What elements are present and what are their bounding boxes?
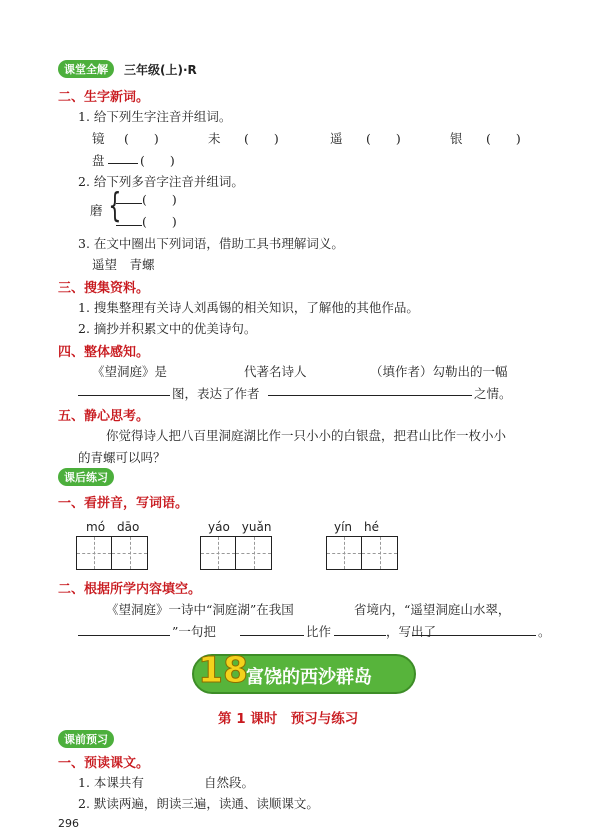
section-title: 五、静心思考。 xyxy=(58,409,150,424)
fill-text: 《望洞庭》是 xyxy=(92,364,168,379)
answer-paren[interactable]: ( ) xyxy=(366,131,401,146)
lesson-number: 18 xyxy=(198,650,249,691)
answer-blank[interactable] xyxy=(108,152,138,164)
lesson-subtitle: 第 1 课时 预习与练习 xyxy=(218,711,359,727)
instruction-text: 2. 摘抄并积累文中的优美诗句。 xyxy=(78,321,257,336)
pinyin-label: mó dāo xyxy=(86,520,140,534)
char-yao: 遥 xyxy=(330,131,343,146)
answer-paren[interactable]: ( ) xyxy=(244,131,279,146)
writing-grid[interactable] xyxy=(200,536,272,570)
section-title: 一、预读课文。 xyxy=(58,756,150,771)
section-badge: 课堂全解 xyxy=(58,60,114,78)
char-pan: 盘 xyxy=(92,153,105,168)
question-text: 3. 在文中圈出下列词语，借助工具书理解词义。 xyxy=(78,236,344,251)
char-mo: 磨 xyxy=(90,203,103,218)
fill-text: （填作者）勾勒出的一幅 xyxy=(370,364,508,379)
section-title: 二、根据所学内容填空。 xyxy=(58,582,202,597)
fill-text: ”一句把 xyxy=(172,624,216,639)
section-badge: 课后练习 xyxy=(58,468,114,486)
answer-paren[interactable]: ( ) xyxy=(142,214,177,229)
lesson-title: 富饶的西沙群岛 xyxy=(246,667,372,688)
section-title: 三、搜集资料。 xyxy=(58,281,150,296)
fill-text: 比作 xyxy=(306,624,332,639)
answer-blank[interactable] xyxy=(78,624,170,636)
question-text: 1. 给下列生字注音并组词。 xyxy=(78,109,232,124)
word-list: 遥望 青螺 xyxy=(92,257,155,272)
char-jing: 镜 xyxy=(92,131,105,146)
fill-text: 省境内，“遥望洞庭山水翠， xyxy=(354,602,511,617)
answer-paren[interactable]: ( ) xyxy=(486,131,521,146)
fill-text: ，写出了 xyxy=(386,624,437,639)
question-text: 2. 给下列多音字注音并组词。 xyxy=(78,174,244,189)
brace-icon: { xyxy=(108,186,122,226)
fill-text: 自然段。 xyxy=(204,775,255,790)
answer-blank[interactable] xyxy=(268,384,472,396)
writing-grid[interactable] xyxy=(326,536,398,570)
instruction-text: 2. 默读两遍，朗读三遍，读通、读顺课文。 xyxy=(78,796,319,811)
answer-blank[interactable] xyxy=(116,214,142,226)
fill-text: 《望洞庭》一诗中“洞庭湖”在我国 xyxy=(106,602,294,617)
answer-paren[interactable]: ( ) xyxy=(124,131,159,146)
fill-text: 代著名诗人 xyxy=(244,364,307,379)
answer-blank[interactable] xyxy=(78,384,170,396)
instruction-text: 1. 搜集整理有关诗人刘禹锡的相关知识，了解他的其他作品。 xyxy=(78,300,419,315)
question-text: 的青螺可以吗？ xyxy=(78,450,166,465)
fill-text: 1. 本课共有 xyxy=(78,775,144,790)
answer-blank[interactable] xyxy=(240,624,304,636)
char-wei: 未 xyxy=(208,131,221,146)
section-title: 四、整体感知。 xyxy=(58,345,150,360)
pinyin-label: yáo yuǎn xyxy=(208,520,272,534)
page-number: 296 xyxy=(58,817,79,830)
answer-blank[interactable] xyxy=(412,624,536,636)
section-title: 二、生字新词。 xyxy=(58,90,150,105)
grade-label: 三年级(上)·R xyxy=(124,63,197,77)
pinyin-label: yín hé xyxy=(334,520,380,534)
answer-blank[interactable] xyxy=(334,624,386,636)
answer-blank[interactable] xyxy=(116,192,142,204)
question-text: 你觉得诗人把八百里洞庭湖比作一只小小的白银盘，把君山比作一枚小小 xyxy=(106,428,507,443)
char-yin: 银 xyxy=(450,131,463,146)
fill-text: 。 xyxy=(538,624,551,639)
answer-paren[interactable]: ( ) xyxy=(142,192,177,207)
section-title: 一、看拼音，写词语。 xyxy=(58,496,189,511)
answer-paren[interactable]: ( ) xyxy=(140,153,175,168)
fill-text: 图，表达了作者 xyxy=(172,386,260,401)
writing-grid[interactable] xyxy=(76,536,148,570)
section-badge: 课前预习 xyxy=(58,730,114,748)
fill-text: 之情。 xyxy=(474,386,512,401)
